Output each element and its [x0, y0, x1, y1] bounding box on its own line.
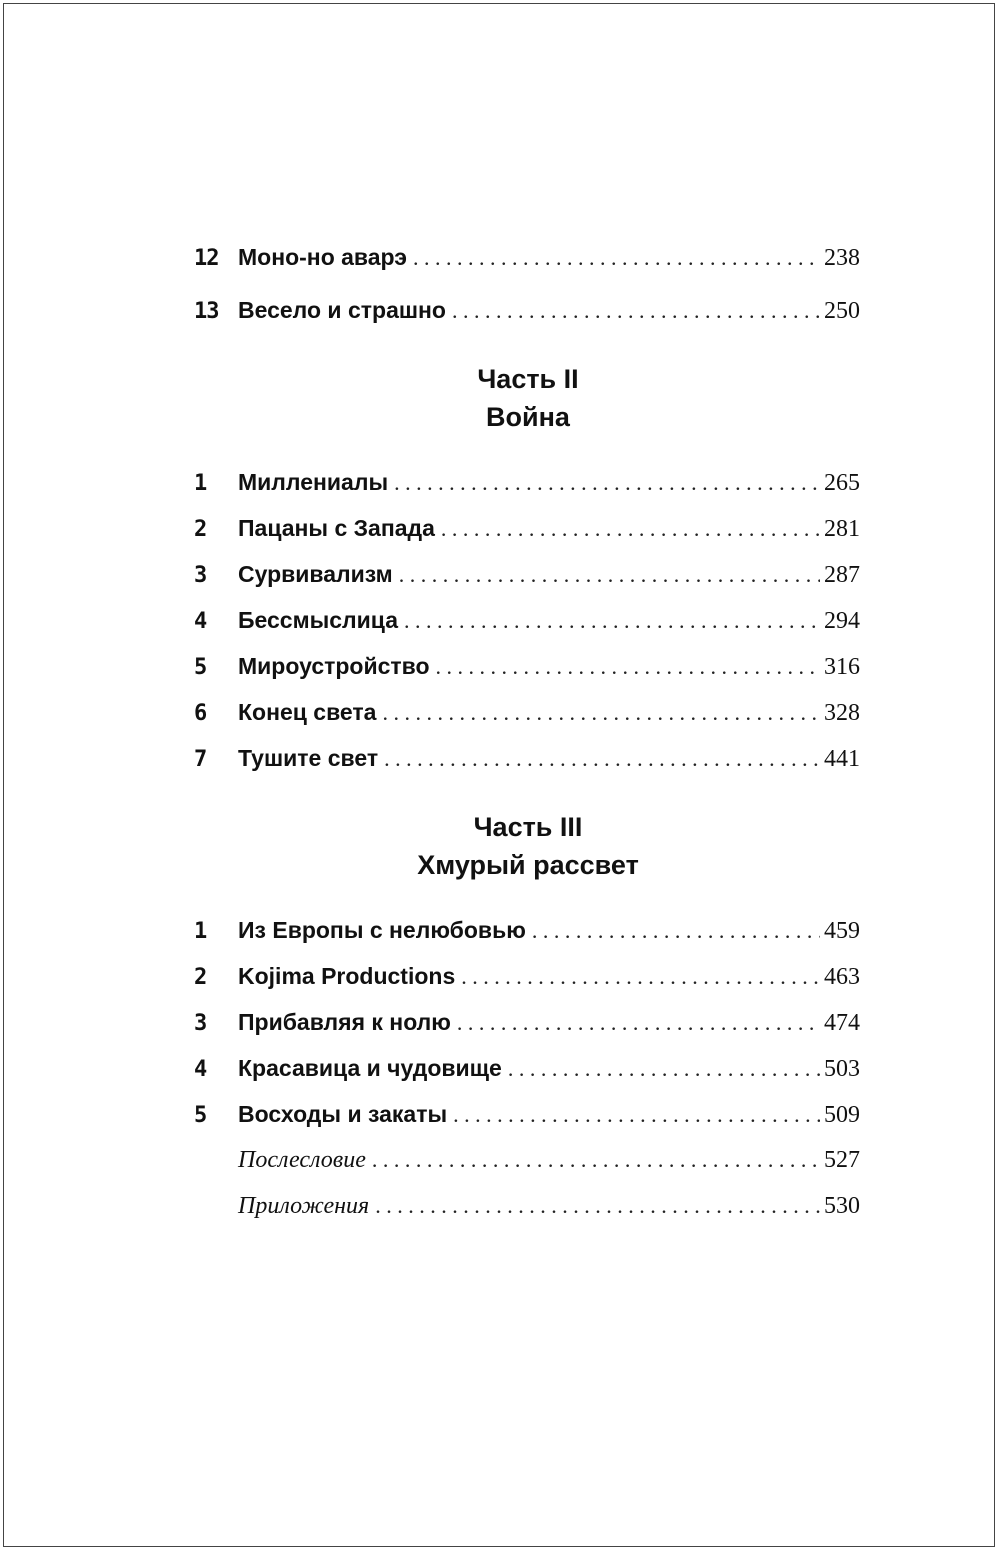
chapter-title: Из Европы с нелюбовью [238, 917, 526, 943]
toc-entry-p2-5[interactable] [194, 653, 860, 687]
chapter-title: Весело и страшно [238, 297, 446, 323]
dot-leader [413, 245, 820, 271]
chapter-number: 2 [194, 517, 207, 542]
part-2-title: Война [486, 402, 570, 432]
part-3-title: Хмурый рассвет [417, 850, 639, 880]
page-number: 316 [824, 654, 860, 680]
chapter-title: Мироустройство [238, 653, 430, 679]
page-number: 328 [824, 700, 860, 726]
page-number: 509 [824, 1102, 860, 1128]
chapter-number: 4 [194, 1057, 207, 1082]
dot-leader [436, 654, 820, 680]
chapter-number: 6 [194, 701, 207, 726]
toc-entry-p3-1[interactable] [194, 917, 860, 951]
chapter-title: Пацаны с Запада [238, 515, 435, 541]
toc-entry-p2-6[interactable] [194, 699, 860, 733]
dot-leader [375, 1193, 820, 1219]
dot-leader [453, 1102, 820, 1128]
toc-entry-p3-5[interactable] [194, 1101, 860, 1135]
toc-entry-appendices[interactable] [194, 1193, 860, 1227]
toc-entry-p2-4[interactable] [194, 607, 860, 641]
toc-entry-p3-4[interactable] [194, 1055, 860, 1089]
page-number: 474 [824, 1010, 860, 1036]
chapter-number: 2 [194, 965, 207, 990]
chapter-title: Прибавляя к нолю [238, 1009, 451, 1035]
page-number: 527 [824, 1147, 860, 1173]
chapter-title: Сурвивализм [238, 561, 393, 587]
toc-entry-afterword[interactable] [194, 1147, 860, 1181]
toc-entry-p2-2[interactable] [194, 515, 860, 549]
chapter-number: 1 [194, 919, 207, 944]
chapter-number: 13 [194, 299, 219, 324]
chapter-number: 3 [194, 1011, 207, 1036]
dot-leader [372, 1147, 820, 1173]
dot-leader [452, 298, 820, 324]
chapter-title: Моно-но аварэ [238, 244, 408, 270]
chapter-title: Восходы и закаты [238, 1101, 448, 1127]
page-number: 281 [824, 516, 860, 542]
toc-entry-p2-1[interactable] [194, 469, 860, 503]
chapter-number: 7 [194, 747, 207, 772]
dot-leader [532, 918, 820, 944]
chapter-title: Kojima Productions [238, 963, 456, 989]
dot-leader [461, 964, 820, 990]
page-number: 503 [824, 1056, 860, 1082]
dot-leader [394, 470, 820, 496]
chapter-number: 4 [194, 609, 207, 634]
page-number: 441 [824, 746, 860, 772]
dot-leader [441, 516, 820, 542]
toc-entry-13[interactable] [194, 297, 860, 331]
chapter-title: Красавица и чудовище [238, 1055, 502, 1081]
dot-leader [399, 562, 820, 588]
page-number: 265 [824, 470, 860, 496]
dot-leader [384, 746, 820, 772]
part-3-label: Часть III [473, 812, 583, 842]
chapter-title: Конец света [238, 699, 377, 725]
chapter-number: 5 [194, 655, 207, 680]
page-number: 238 [824, 245, 860, 271]
back-matter-title: Приложения [238, 1193, 370, 1219]
dot-leader [508, 1056, 820, 1082]
page-number: 287 [824, 562, 860, 588]
chapter-title: Бессмыслица [238, 607, 399, 633]
toc-entry-p3-3[interactable] [194, 1009, 860, 1043]
toc-entry-12[interactable] [194, 244, 860, 278]
chapter-title: Тушите свет [238, 745, 379, 771]
toc-entry-p2-7[interactable] [194, 745, 860, 779]
chapter-number: 1 [194, 471, 207, 496]
toc-entry-p3-2[interactable] [194, 963, 860, 997]
dot-leader [404, 608, 820, 634]
toc-entry-p2-3[interactable] [194, 561, 860, 595]
dot-leader [382, 700, 820, 726]
chapter-number: 5 [194, 1103, 207, 1128]
page-number: 530 [824, 1193, 860, 1219]
page-number: 459 [824, 918, 860, 944]
page-number: 463 [824, 964, 860, 990]
part-2-label: Часть II [477, 364, 579, 394]
page-number: 250 [824, 298, 860, 324]
dot-leader [457, 1010, 820, 1036]
chapter-number: 3 [194, 563, 207, 588]
chapter-number: 12 [194, 246, 219, 271]
chapter-title: Миллениалы [238, 469, 389, 495]
page-number: 294 [824, 608, 860, 634]
back-matter-title: Послесловие [238, 1147, 366, 1173]
